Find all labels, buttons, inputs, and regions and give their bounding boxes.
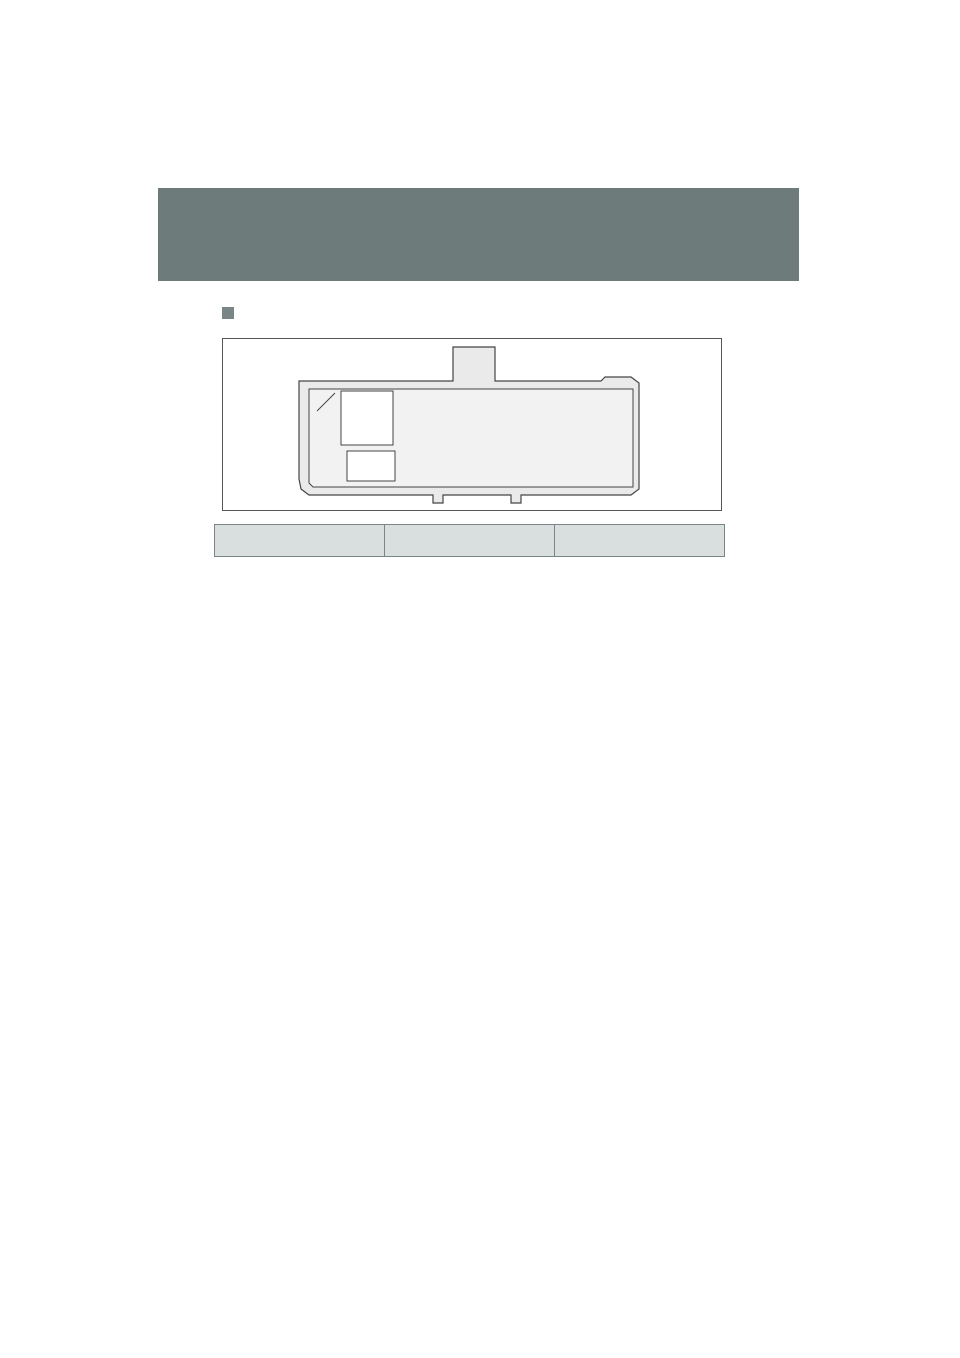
section-heading	[222, 305, 240, 323]
table-header-row	[215, 525, 725, 557]
chapter-header	[158, 188, 799, 281]
column-header-circuit	[555, 525, 725, 557]
column-header-fuse	[215, 525, 385, 557]
fuse-box-diagram	[222, 338, 722, 511]
fuse-table	[214, 524, 725, 557]
square-bullet-icon	[222, 307, 234, 319]
column-header-amperage	[385, 525, 555, 557]
fuse-box-illustration	[223, 339, 723, 512]
